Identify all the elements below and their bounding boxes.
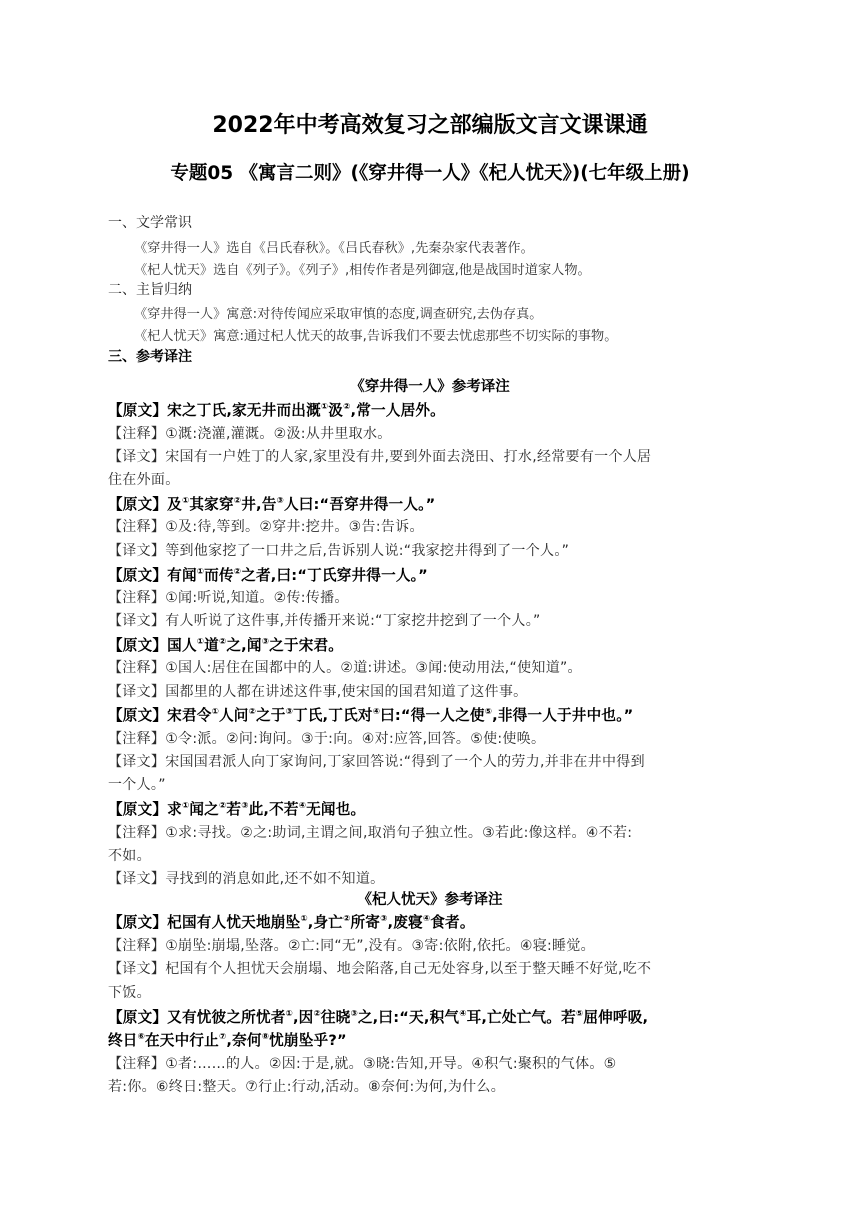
annotation-marker: ③ bbox=[380, 914, 388, 924]
text-segment: 道 bbox=[204, 637, 219, 654]
document-title: 2022年中考高效复习之部编版文言文课课通 bbox=[212, 113, 648, 138]
text-segment: 而传 bbox=[204, 567, 234, 584]
annotation-marker: ④ bbox=[422, 914, 431, 924]
document-subtitle: 专题05 《寓言二则》(《穿井得一人》《杞人忧天》)(七年级上册) bbox=[170, 163, 690, 184]
annotation-line: 【注释】①溉:浇灌,灌溉。②汲:从井里取水。 bbox=[108, 426, 392, 442]
original-text-line bbox=[108, 1006, 748, 1027]
text-segment: 耳,亡处亡气。若 bbox=[466, 1009, 576, 1026]
original-text-line bbox=[108, 704, 748, 725]
annotation-line: 不如。 bbox=[108, 848, 151, 864]
annotation-marker: ① bbox=[320, 402, 329, 412]
text-segment: 人问 bbox=[218, 707, 249, 724]
annotation-marker: ② bbox=[343, 402, 351, 412]
text-segment: 曰:“得一人之使 bbox=[380, 707, 485, 724]
annotation-marker: ① bbox=[211, 707, 219, 717]
original-text-line bbox=[108, 634, 748, 655]
text-segment: 井,告 bbox=[241, 496, 277, 513]
annotation-line: 【注释】①崩坠:崩塌,坠落。②亡:同“无”,没有。③寄:依附,依托。④寝:睡觉。 bbox=[108, 938, 595, 954]
annotation-marker: ② bbox=[233, 496, 242, 506]
story-1-heading: 《穿井得一人》参考译注 bbox=[350, 379, 510, 395]
text-segment: 【原文】宋之丁氏,家无井而出溉 bbox=[108, 402, 321, 419]
text-segment: 丁氏,丁氏对 bbox=[292, 707, 373, 724]
annotation-marker: ① bbox=[285, 1009, 293, 1019]
annotation-line: 【注释】①国人:居住在国都中的人。②道:讲述。③闻:使动用法,“使知道”。 bbox=[108, 660, 582, 676]
annotation-marker: ④ bbox=[459, 1009, 467, 1019]
text-segment: 【原文】杞国有人忧天地崩坠 bbox=[108, 914, 301, 931]
text-segment: ,非得一人于井中也。” bbox=[492, 707, 634, 724]
text-segment: 在天中行止 bbox=[145, 1032, 219, 1049]
literature-line-2: 《杞人忧天》选自《列子》。《列子》,相传作者是列御寇,他是战国时道家人物。 bbox=[134, 263, 591, 278]
annotation-marker: ② bbox=[218, 801, 227, 811]
text-segment: 【原文】宋君令 bbox=[108, 707, 212, 724]
annotation-line: 【注释】①闻:听说,知道。②传:传播。 bbox=[108, 590, 349, 606]
text-segment: 【原文】国人 bbox=[108, 637, 197, 654]
annotation-marker: ② bbox=[233, 567, 242, 577]
literature-line-1: 《穿井得一人》选自《吕氏春秋》。《吕氏春秋》,先秦杂家代表著作。 bbox=[134, 241, 534, 256]
annotation-marker: ② bbox=[248, 707, 256, 717]
original-text-line bbox=[108, 1029, 748, 1050]
annotation-marker: ① bbox=[196, 567, 205, 577]
annotation-marker: ③ bbox=[241, 801, 249, 811]
annotation-marker: ③ bbox=[276, 496, 284, 506]
text-segment: 所寄 bbox=[350, 914, 381, 931]
annotation-marker: ① bbox=[300, 914, 308, 924]
text-segment: 【原文】及 bbox=[108, 496, 182, 513]
theme-line-2: 《杞人忧天》寓意:通过杞人忧天的故事,告诉我们不要去忧虑那些不切实际的事物。 bbox=[134, 329, 618, 344]
annotation-marker: ② bbox=[313, 1009, 321, 1019]
annotation-line: 【注释】①及:待,等到。②穿井:挖井。③告:告诉。 bbox=[108, 519, 424, 535]
translation-line: 【译文】等到他家挖了一口井之后,告诉别人说:“我家挖井得到了一个人。” bbox=[108, 543, 570, 559]
annotation-marker: ③ bbox=[285, 707, 293, 717]
text-segment: 往晓 bbox=[320, 1009, 351, 1026]
section-heading-theme: 二、主旨归纳 bbox=[108, 282, 192, 298]
text-segment: ,身亡 bbox=[307, 914, 344, 931]
text-segment: 若 bbox=[226, 801, 242, 818]
text-segment: 之于 bbox=[255, 707, 286, 724]
text-segment: ,常一人居外。 bbox=[350, 402, 445, 419]
original-text-line bbox=[108, 911, 748, 932]
translation-line: 【译文】宋国国君派人向丁家询问,丁家回答说:“得到了一个人的劳力,并非在井中得到 bbox=[108, 754, 645, 770]
translation-line: 【译文】宋国有一户姓丁的人家,家里没有井,要到外面去浇田、打水,经常要有一个人居 bbox=[108, 449, 652, 465]
text-segment: ,因 bbox=[292, 1009, 314, 1026]
text-segment: 闻之 bbox=[189, 801, 219, 818]
translation-line: 【译文】寻找到的消息如此,还不如不知道。 bbox=[108, 871, 385, 887]
text-segment: 之,曰:“天,积气 bbox=[357, 1009, 460, 1026]
translation-line: 【译文】有人听说了这件事,并传播开来说:“丁家挖井挖到了一个人。” bbox=[108, 613, 541, 629]
annotation-marker: ④ bbox=[372, 707, 381, 717]
text-segment: 终日 bbox=[108, 1032, 138, 1049]
annotation-marker: ⑧ bbox=[261, 1032, 270, 1042]
annotation-marker: ④ bbox=[298, 801, 307, 811]
annotation-marker: ⑦ bbox=[218, 1032, 227, 1042]
text-segment: 屈伸呼吸, bbox=[583, 1009, 649, 1026]
annotation-marker: ① bbox=[181, 801, 190, 811]
annotation-marker: ② bbox=[343, 914, 351, 924]
text-segment: 之于宋君。 bbox=[269, 637, 344, 654]
translation-line: 【译文】杞国有个人担忧天会崩塌、地会陷落,自己无处容身,以至于整天睡不好觉,吃不 bbox=[108, 961, 652, 977]
annotation-marker: ⑥ bbox=[137, 1032, 145, 1042]
original-text-line bbox=[108, 564, 748, 585]
translation-line: 一个人。” bbox=[108, 777, 166, 793]
annotation-marker: ③ bbox=[350, 1009, 358, 1019]
text-segment: 【原文】求 bbox=[108, 801, 182, 818]
annotation-line: 【注释】①求:寻找。②之:助词,主谓之间,取消句子独立性。③若此:像这样。④不若: bbox=[108, 825, 633, 841]
translation-line: 【译文】国都里的人都在讲述这件事,使宋国的国君知道了这件事。 bbox=[108, 684, 528, 700]
text-segment: 之者,曰:“丁氏穿井得一人。” bbox=[241, 567, 428, 584]
text-segment: 其家穿 bbox=[189, 496, 234, 513]
text-segment: ,奈何 bbox=[226, 1032, 262, 1049]
annotation-marker: ③ bbox=[261, 637, 270, 647]
theme-line-1: 《穿井得一人》寓意:对待传闻应采取审慎的态度,调查研究,去伪存真。 bbox=[134, 307, 543, 322]
annotation-line: 【注释】①者:……的人。②因:于是,就。③晓:告知,开导。④积气:聚积的气体。⑤ bbox=[108, 1056, 617, 1072]
text-segment: 此,不若 bbox=[248, 801, 299, 818]
annotation-marker: ⑤ bbox=[484, 707, 493, 717]
annotation-line: 【注释】①令:派。②问:询问。③于:向。④对:应答,回答。⑤使:使唤。 bbox=[108, 731, 546, 747]
translation-line: 住在外面。 bbox=[108, 472, 180, 488]
original-text-line bbox=[108, 399, 748, 420]
text-segment: 之,闻 bbox=[226, 637, 262, 654]
annotation-marker: ⑤ bbox=[575, 1009, 584, 1019]
section-heading-literature: 一、文学常识 bbox=[108, 215, 192, 231]
section-heading-translation: 三、参考译注 bbox=[108, 349, 192, 365]
text-segment: ,废寝 bbox=[387, 914, 423, 931]
text-segment: 食者。 bbox=[430, 914, 475, 931]
original-text-line bbox=[108, 798, 748, 819]
annotation-marker: ① bbox=[196, 637, 205, 647]
annotation-marker: ② bbox=[218, 637, 227, 647]
text-segment: 【原文】有闻 bbox=[108, 567, 197, 584]
story-2-heading: 《杞人忧天》参考译注 bbox=[357, 892, 503, 908]
translation-line: 下饭。 bbox=[108, 985, 151, 1001]
text-segment: 无闻也。 bbox=[306, 801, 366, 818]
original-text-line bbox=[108, 493, 748, 514]
text-segment: 汲 bbox=[328, 402, 344, 419]
text-segment: 忧崩坠乎?” bbox=[269, 1032, 347, 1049]
text-segment: 【原文】又有忧彼之所忧者 bbox=[108, 1009, 286, 1026]
text-segment: 人曰:“吾穿井得一人。” bbox=[283, 496, 436, 513]
annotation-line: 若:你。⑥终日:整天。⑦行止:行动,活动。⑧奈何:为何,为什么。 bbox=[108, 1079, 506, 1095]
annotation-marker: ① bbox=[181, 496, 190, 506]
